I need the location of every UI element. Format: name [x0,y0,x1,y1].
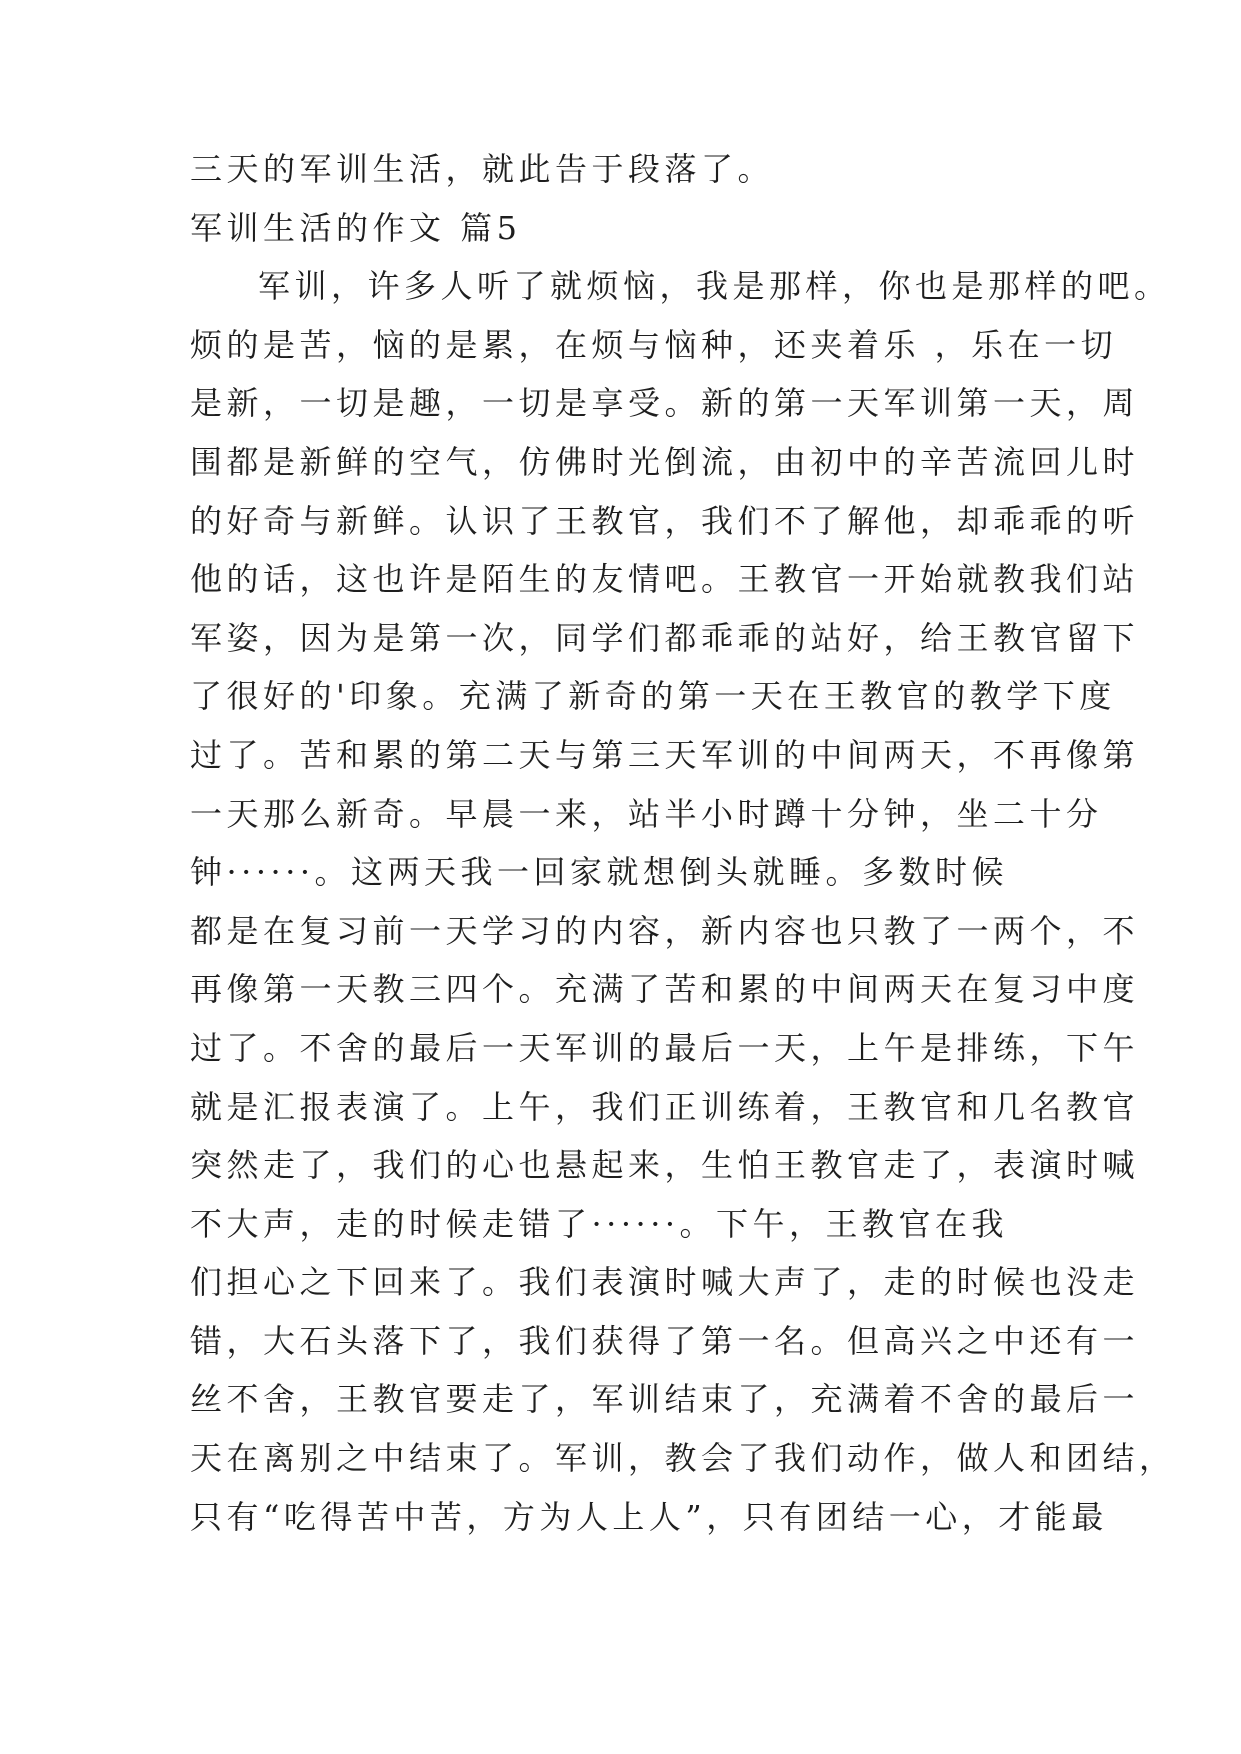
text-line: 是新，一切是趣，一切是享受。新的第一天军训第一天，周 [190,384,1140,423]
text-line: 钟······。这两天我一回家就想倒头就睡。多数时候 [190,853,1009,892]
text-line: 突然走了，我们的心也悬起来，生怕王教官走了，表演时喊 [190,1146,1140,1185]
text-line: 他的话，这也许是陌生的友情吧。王教官一开始就教我们站 [190,560,1140,599]
text-line: 三天的军训生活，就此告于段落了。 [190,150,775,188]
paragraph-first-line: 军训，许多人听了就烦恼，我是那样，你也是那样的吧。 [258,267,1171,306]
text-line: 再像第一天教三四个。充满了苦和累的中间两天在复习中度 [190,970,1140,1009]
text-line: 丝不舍，王教官要走了，军训结束了，充满着不舍的最后一 [190,1380,1140,1419]
text-line: 错，大石头落下了，我们获得了第一名。但高兴之中还有一 [190,1321,1140,1360]
text-line: 天在离别之中结束了。军训，教会了我们动作，做人和团结， [190,1439,1176,1478]
text-line: 军姿，因为是第一次，同学们都乖乖的站好，给王教官留下 [190,618,1140,657]
text-line: 都是在复习前一天学习的内容，新内容也只教了一两个，不 [190,911,1140,950]
text-line: 一天那么新奇。早晨一来，站半小时蹲十分钟，坐二十分 [190,794,1103,833]
section-heading: 军训生活的作文 篇5 [190,208,522,247]
text-line: 的好奇与新鲜。认识了王教官，我们不了解他，却乖乖的听 [190,501,1140,540]
text-line: 烦的是苦，恼的是累，在烦与恼种，还夹着乐 ，乐在一切 [190,325,1118,364]
text-line: 不大声，走的时候走错了······。下午，王教官在我 [190,1204,1009,1243]
text-line: 就是汇报表演了。上午，我们正训练着，王教官和几名教官 [190,1087,1140,1126]
text-line: 们担心之下回来了。我们表演时喊大声了，走的时候也没走 [190,1263,1140,1302]
text-line: 过了。苦和累的第二天与第三天军训的中间两天，不再像第 [190,735,1140,774]
document-body [190,140,1176,1546]
text-line: 过了。不舍的最后一天军训的最后一天，上午是排练，下午 [190,1028,1140,1067]
text-line: 了很好的'印象。充满了新奇的第一天在王教官的教学下度 [190,677,1116,716]
text-line: 围都是新鲜的空气，仿佛时光倒流，由初中的辛苦流回儿时 [190,442,1140,481]
text-line: 只有“吃得苦中苦，方为人上人”，只有团结一心，才能最 [190,1497,1108,1536]
